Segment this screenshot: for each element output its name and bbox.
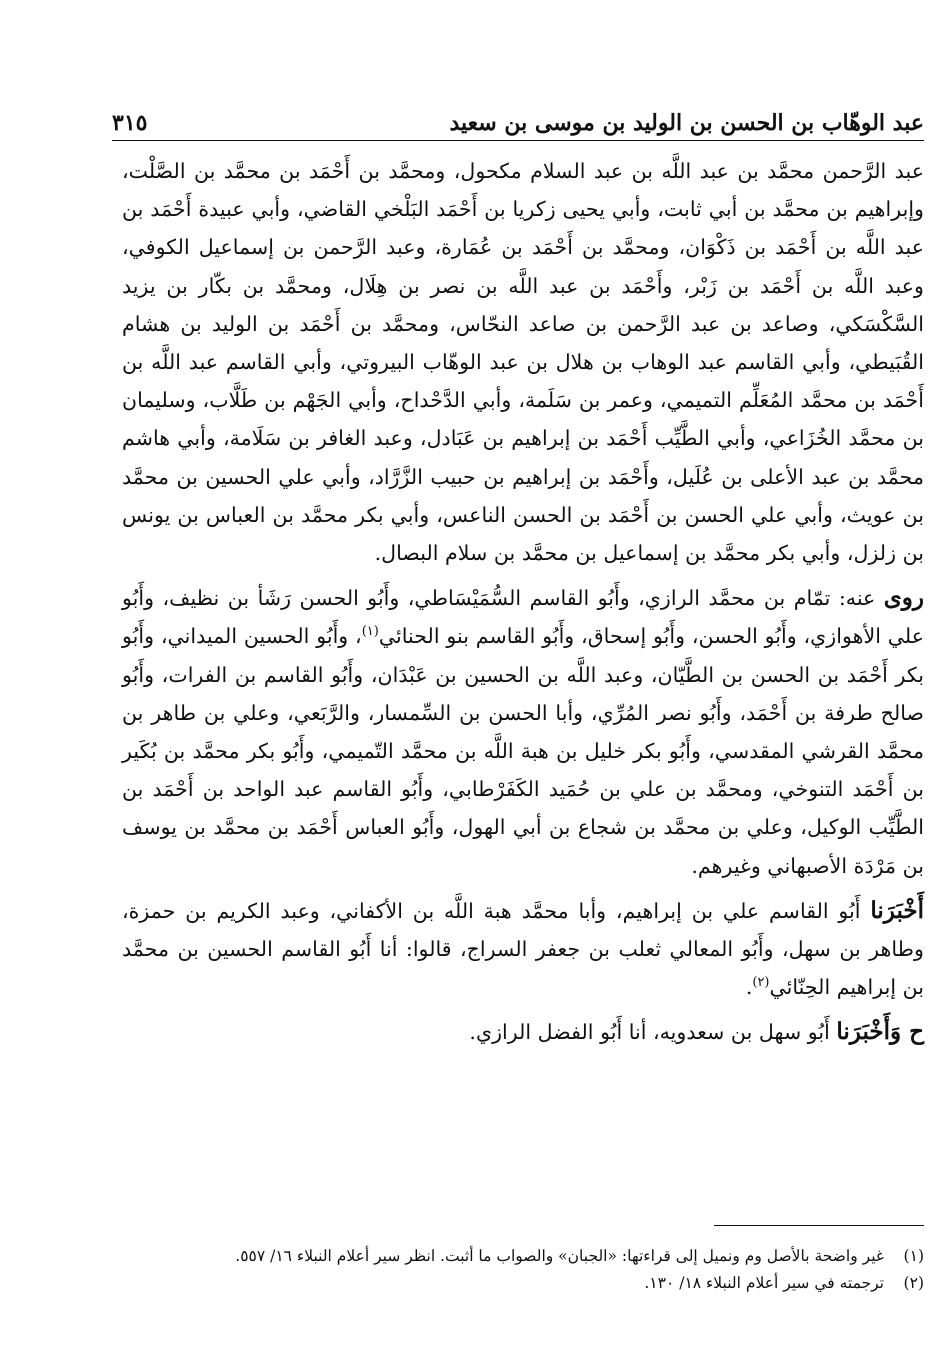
header-title: عبد الوهّاب بن الحسن بن الوليد بن موسى بن سعيد — [449, 110, 924, 136]
footnote — [122, 1270, 924, 1297]
footnote-ref-2: (٢) — [752, 975, 770, 991]
footnote-divider — [714, 1225, 924, 1226]
paragraph-isnad-1 — [122, 892, 924, 1007]
paragraph-text: أَبُو سهل بن سعدويه، أنا أَبُو الفضل الرازي. — [469, 1020, 837, 1045]
lead-word: ح وَأَخْبَرَنا — [836, 1018, 924, 1046]
paragraph-text: عنه: تمّام بن محمَّد الرازي، وأَبُو القاسم السُّمَيْسَاطي، وأَبُو الحسن رَشَأ بن نظيف، وأَبُو علي الأهوازي، وأَبُو الحسن، وأَبُو إسحاق، وأَبُو القاسم بنو الحنائي — [122, 586, 924, 649]
footnote-ref-1: (١) — [361, 624, 379, 640]
paragraph-text: عبد الرَّحمن محمَّد بن عبد اللَّه بن عبد السلام مكحول، ومحمَّد بن أَحْمَد بن محمَّد بن الصَّلْت، وإبراهيم بن محمَّد بن أبي ثابت، وأبي يحيى زكريا بن أَحْمَد البَلْخي القاضي، وأبي عبيدة أَحْمَد بن عبد اللَّه بن أَحْمَد بن ذَكْوَان، ومحمَّد بن أَحْمَد بن عُمَارة، وعبد الرَّحمن بن إسماعيل الكوفي، وعبد اللَّه بن أَحْمَد بن زَبْر، وأَحْمَد بن عبد اللَّه بن نصر بن هِلَال، ومحمَّد بن بكّار بن يزيد السَّكْسَكي، وصاعد بن عبد الرَّحمن بن صاعد النحّاس، ومحمَّد بن أَحْمَد بن الوليد بن هشام القُبَيطي، وأبي القاسم عبد الوهاب بن هلال بن عبد الوهّاب البيروتي، وأبي القاسم عبد اللَّه بن أَحْمَد بن محمَّد المُعَلِّم التميمي، وعمر بن سَلَمة، وأبي الدَّحْداح، وأبي الجَهْم بن طَلَّاب، وسليمان بن محمَّد الخُزَاعي، وأبي الطَّيِّب أَحْمَد بن إبراهيم بن عَبَادل، وعبد الغافر بن سَلَامة، وأبي هاشم محمَّد بن عبد الأعلى بن عُلَيل، وأَحْمَد بن إبراهيم بن حبيب الزَّرَّاد، وأبي علي الحسين بن محمَّد بن عويث، وأبي علي الحسن بن أَحْمَد بن الحسن الناعس، وأبي بكر محمَّد بن العباس بن يونس بن زلزل، وأبي بكر محمَّد بن إسماعيل بن محمَّد بن سلام البصال. — [122, 159, 924, 566]
footnote-number: (١) — [903, 1247, 924, 1265]
running-header — [112, 96, 924, 141]
footnote — [122, 1243, 924, 1270]
page-number: ٣١٥ — [112, 110, 148, 136]
paragraph-text: ، وأَبُو الحسين الميداني، وأَبُو بكر أَحْمَد بن الحسن بن الطَّيّان، وعبد اللَّه بن الحسين بن عَبْدَان، وأَبُو القاسم بن الفرات، وأَبُو صالح طرفة بن أَحْمَد، وأَبُو نصر المُرِّي، وأبا الحسن بن السِّمسار، والرَّبَعي، وعلي بن طاهر بن محمَّد القرشي المقدسي، وأَبُو بكر خليل بن هبة اللَّه بن محمَّد التّميمي، وأَبُو بكر محمَّد بن بُكَير بن أَحْمَد التنوخي، ومحمَّد بن علي بن حُمَيد الكَفَرْطابي، وأَبُو القاسم عبد الواحد بن أَحْمَد بن الطَّيِّب الوكيل، وعلي بن محمَّد بن شجاع بن أبي الهول، وأَبُو العباس أَحْمَد بن محمَّد بن يوسف بن مَرْدَة الأصبهاني وغيرهم. — [122, 624, 924, 878]
lead-word: أَخْبَرَنا — [870, 896, 924, 924]
lead-word: روى — [883, 584, 924, 612]
paragraph-teachers — [122, 152, 924, 572]
footnote-text: غير واضحة بالأصل وم ونميل إلى قراءتها: «الجبان» والصواب ما أثبت. انظر سير أعلام النبلاء ١٦/ ٥٥٧. — [235, 1247, 884, 1265]
paragraph-text: . — [745, 975, 753, 1000]
footnote-text: ترجمته في سير أعلام النبلاء ١٨/ ١٣٠. — [644, 1274, 884, 1292]
main-text — [122, 152, 924, 1052]
paragraph-narrators — [122, 579, 924, 885]
paragraph-text: أَبُو القاسم علي بن إبراهيم، وأبا محمَّد هبة اللَّه بن الأكفاني، وعبد الكريم بن حمزة، وطاهر بن سهل، وأَبُو المعالي ثعلب بن جعفر السراج، قالوا: أنا أَبُو القاسم الحسين بن محمَّد بن إبراهيم الحِنّائي — [122, 898, 924, 1000]
footnote-number: (٢) — [903, 1274, 924, 1292]
paragraph-isnad-2 — [122, 1013, 924, 1051]
footnotes — [122, 1243, 924, 1297]
